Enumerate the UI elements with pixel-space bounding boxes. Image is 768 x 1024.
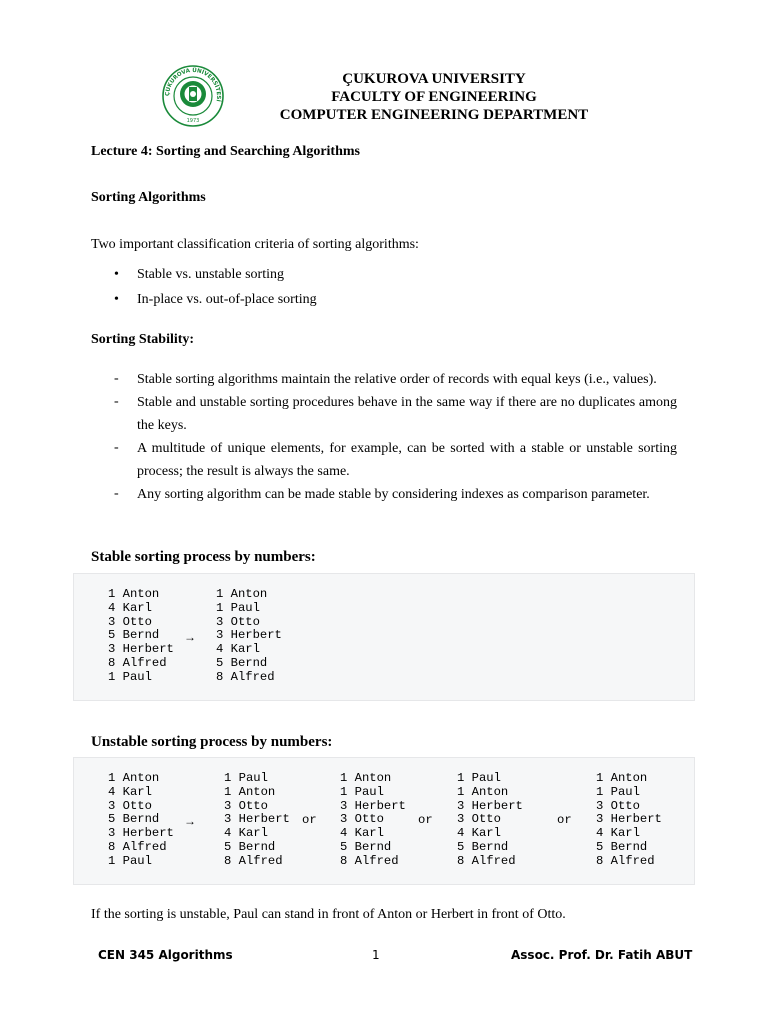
dash-marker: -	[114, 394, 119, 409]
bullet-item: In-place vs. out-of-place sorting	[137, 292, 317, 307]
dash-item: A multitude of unique elements, for example, can be sorted with a stable or unstable sorting process; the result is always the same.	[137, 441, 677, 479]
logo-year: 1973	[186, 118, 200, 124]
dash-item: Any sorting algorithm can be made stable by considering indexes as comparison parameter.	[137, 487, 650, 502]
unstable-code-block	[73, 757, 695, 885]
dash-item: Stable sorting algorithms maintain the relative order of records with equal keys (i.e., values).	[137, 372, 657, 387]
footer-author: Assoc. Prof. Dr. Fatih ABUT	[511, 948, 693, 962]
bullet-item: Stable vs. unstable sorting	[137, 267, 284, 282]
lecture-title: Lecture 4: Sorting and Searching Algorithms	[91, 144, 360, 159]
or-label: or	[418, 813, 433, 827]
unstable-result-column: 1 Paul 1 Anton 3 Herbert 3 Otto 4 Karl 5 Bernd 8 Alfred	[457, 771, 523, 868]
dash-marker: -	[114, 486, 119, 501]
unstable-result-column: 1 Anton 1 Paul 3 Otto 3 Herbert 4 Karl 5 Bernd 8 Alfred	[596, 771, 662, 868]
unstable-result-column: 1 Paul 1 Anton 3 Otto 3 Herbert 4 Karl 5 Bernd 8 Alfred	[224, 771, 290, 868]
stability-title: Sorting Stability:	[91, 332, 195, 347]
stable-output-column: 1 Anton 1 Paul 3 Otto 3 Herbert 4 Karl 5 Bernd 8 Alfred	[216, 587, 282, 684]
unstable-input-column: 1 Anton 4 Karl 3 Otto 5 Bernd 3 Herbert 8 Alfred 1 Paul	[108, 771, 174, 868]
dash-item: Stable and unstable sorting procedures behave in the same way if there are no duplicates among the keys.	[137, 395, 677, 433]
unstable-example-title: Unstable sorting process by numbers:	[91, 734, 333, 750]
department-name: COMPUTER ENGINEERING DEPARTMENT	[279, 107, 589, 123]
bullet-dot: •	[114, 267, 119, 282]
stable-example-title: Stable sorting process by numbers:	[91, 549, 316, 565]
stable-code-block	[73, 573, 695, 701]
dash-marker: -	[114, 371, 119, 386]
university-name: ÇUKUROVA UNIVERSITY	[342, 71, 526, 87]
arrow-icon: →	[184, 814, 196, 828]
faculty-name: FACULTY OF ENGINEERING	[331, 89, 537, 105]
dash-marker: -	[114, 440, 119, 455]
stable-input-column: 1 Anton 4 Karl 3 Otto 5 Bernd 3 Herbert 8 Alfred 1 Paul	[108, 587, 174, 684]
conclusion-text: If the sorting is unstable, Paul can stand in front of Anton or Herbert in front of Otto.	[91, 907, 566, 922]
unstable-result-column: 1 Anton 1 Paul 3 Herbert 3 Otto 4 Karl 5 Bernd 8 Alfred	[340, 771, 406, 868]
section-title: Sorting Algorithms	[91, 190, 206, 205]
bullet-dot: •	[114, 292, 119, 307]
footer-page-number: 1	[372, 948, 380, 962]
footer-course: CEN 345 Algorithms	[98, 948, 233, 962]
or-label: or	[302, 813, 317, 827]
intro-text: Two important classification criteria of sorting algorithms:	[91, 237, 419, 252]
logo-ring-text: ÇUKUROVA ÜNİVERSİTESİ	[164, 67, 222, 102]
arrow-icon: →	[184, 630, 196, 644]
or-label: or	[557, 813, 572, 827]
